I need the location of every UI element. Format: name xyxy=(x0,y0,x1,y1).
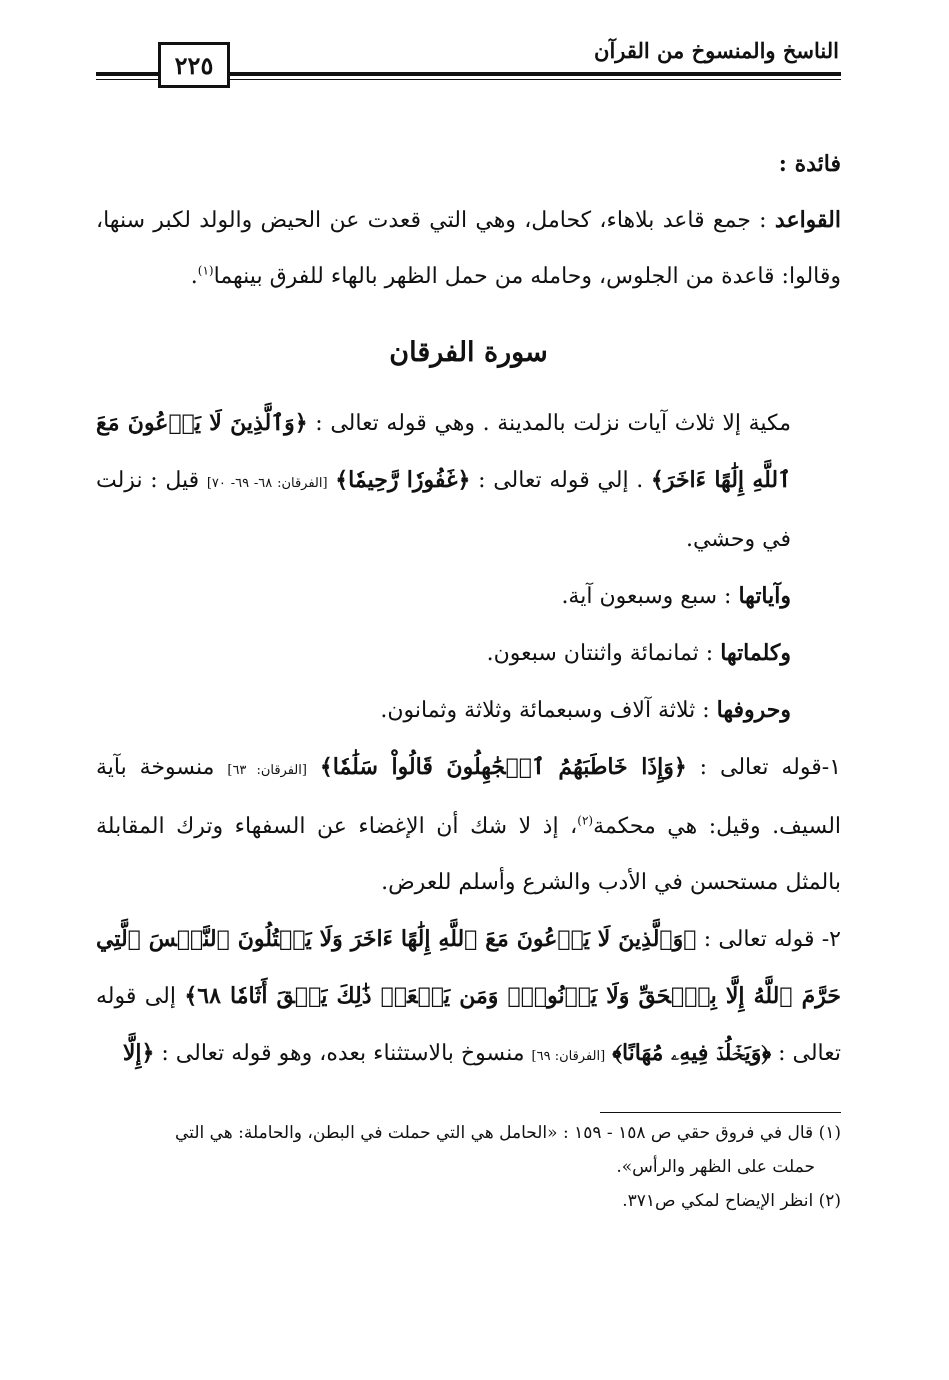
faida-term: القواعد xyxy=(774,207,841,233)
item-1 xyxy=(96,739,841,911)
kalimat-label: وكلماتها xyxy=(720,640,791,666)
kalimat-count xyxy=(96,625,841,682)
item-1-lead: ١-قوله تعالى : xyxy=(699,755,842,780)
surah-intro-a: مكية إلا ثلاث آيات نزلت بالمدينة . وهي قوله تعالى : xyxy=(315,411,791,436)
item-2-lead: ٢- قوله تعالى : xyxy=(703,927,841,952)
surah-intro xyxy=(96,395,841,568)
item-1-quran: ﴿وَإِذَا خَاطَبَهُمُ ٱلۡجَٰهِلُونَ قَالُواْ سَلَٰمٗا﴾ xyxy=(319,754,687,780)
ayat-text: : سبع وسبعون آية. xyxy=(561,584,732,609)
item-2-quran-1: ﴿وَٱلَّذِينَ لَا يَدۡعُونَ مَعَ ٱللَّهِ إِلَٰهًا ءَاخَرَ وَلَا يَقۡتُلُونَ ٱلنَّفۡسَ ٱلَّتِي حَرَّمَ ٱللَّهُ إِلَّا بِٱلۡحَقِّ وَلَا يَزۡنُونَۚ وَمَن يَفۡعَلۡ ذَٰلِكَ يَلۡقَ أَثَامٗا ٦٨﴾ xyxy=(96,926,841,1009)
faida-text: : جمع قاعد بلاهاء، كحامل، وهي التي قعدت عن الحيض والولد لكبر سنها، وقالوا: قاعدة من الجلوس، وحامله من حمل الظهر بالهاء للفرق بينهما xyxy=(96,208,841,289)
huruf-text: : ثلاثة آلاف وسبعمائة وثلاثة وثمانون. xyxy=(380,698,710,723)
item-1-text-b: ، إذ لا شك أن الإغضاء عن السفهاء وترك المقابلة بالمثل مستحسن في الأدب والشرع وأسلم للعرض. xyxy=(96,814,841,895)
item-1-citation: [الفرقان: ٦٣] xyxy=(227,763,307,778)
quran-verse-2: ﴿غَفُورٗا رَّحِيمٗا﴾ xyxy=(335,467,471,493)
item-2-quran-3: ﴿إِلَّا xyxy=(122,1040,155,1066)
item-2-text-a: إلى قوله تعالى : xyxy=(96,984,841,1066)
main-text xyxy=(96,136,841,1085)
footnotes xyxy=(96,1116,841,1218)
item-2 xyxy=(96,911,841,1085)
faida-end: . xyxy=(190,264,198,289)
running-header-title: الناسخ والمنسوخ من القرآن xyxy=(594,38,839,63)
quran-verse-1: ﴿وَٱلَّذِينَ لَا يَدۡعُونَ مَعَ ٱللَّهِ إِلَٰهًا ءَاخَرَ﴾ xyxy=(96,410,792,493)
item-1-text-a: منسوخة بآية السيف. وقيل: هي محكمة xyxy=(96,755,842,839)
citation-1: [الفرقان: ٦٨- ٦٩- ٧٠] xyxy=(206,476,328,491)
surah-intro-b: . إلي قوله تعالى : xyxy=(478,468,644,493)
footnote-1: (١) قال في فروق حقي ص ١٥٨ - ١٥٩ : «الحامل هي التي حملت في البطن، والحاملة: هي التي xyxy=(175,1123,841,1143)
item-2-quran-2: ﴿وَيَخۡلُدۡ فِيهِۦ مُهَانًا﴾ xyxy=(612,1040,772,1066)
surah-title: سورة الفرقان xyxy=(389,337,548,368)
footnote-ref-2[interactable]: (٢) xyxy=(577,813,594,828)
ayat-count xyxy=(96,568,841,625)
page-number: ٢٢٥ xyxy=(158,42,230,88)
huruf-count xyxy=(96,682,841,739)
faida-paragraph xyxy=(96,192,841,305)
huruf-label: وحروفها xyxy=(716,697,791,723)
footnote-separator xyxy=(600,1112,841,1113)
surah-intro-c: قيل : نزلت في وحشي. xyxy=(96,468,791,552)
kalimat-text: : ثمانمائة واثنتان سبعون. xyxy=(486,641,714,666)
footnote-1-continued: حملت على الظهر والرأس». xyxy=(616,1157,815,1177)
ayat-label: وآياتها xyxy=(738,583,791,609)
footnote-2: (٢) انظر الإيضاح لمكي ص٣٧١. xyxy=(622,1191,841,1211)
faida-heading: فائدة : xyxy=(778,151,841,177)
item-2-citation: [الفرقان: ٦٩] xyxy=(531,1049,606,1064)
footnote-ref-1[interactable]: (١) xyxy=(197,263,214,278)
item-2-text-b: منسوخ بالاستثناء بعده، وهو قوله تعالى : xyxy=(161,1041,525,1066)
